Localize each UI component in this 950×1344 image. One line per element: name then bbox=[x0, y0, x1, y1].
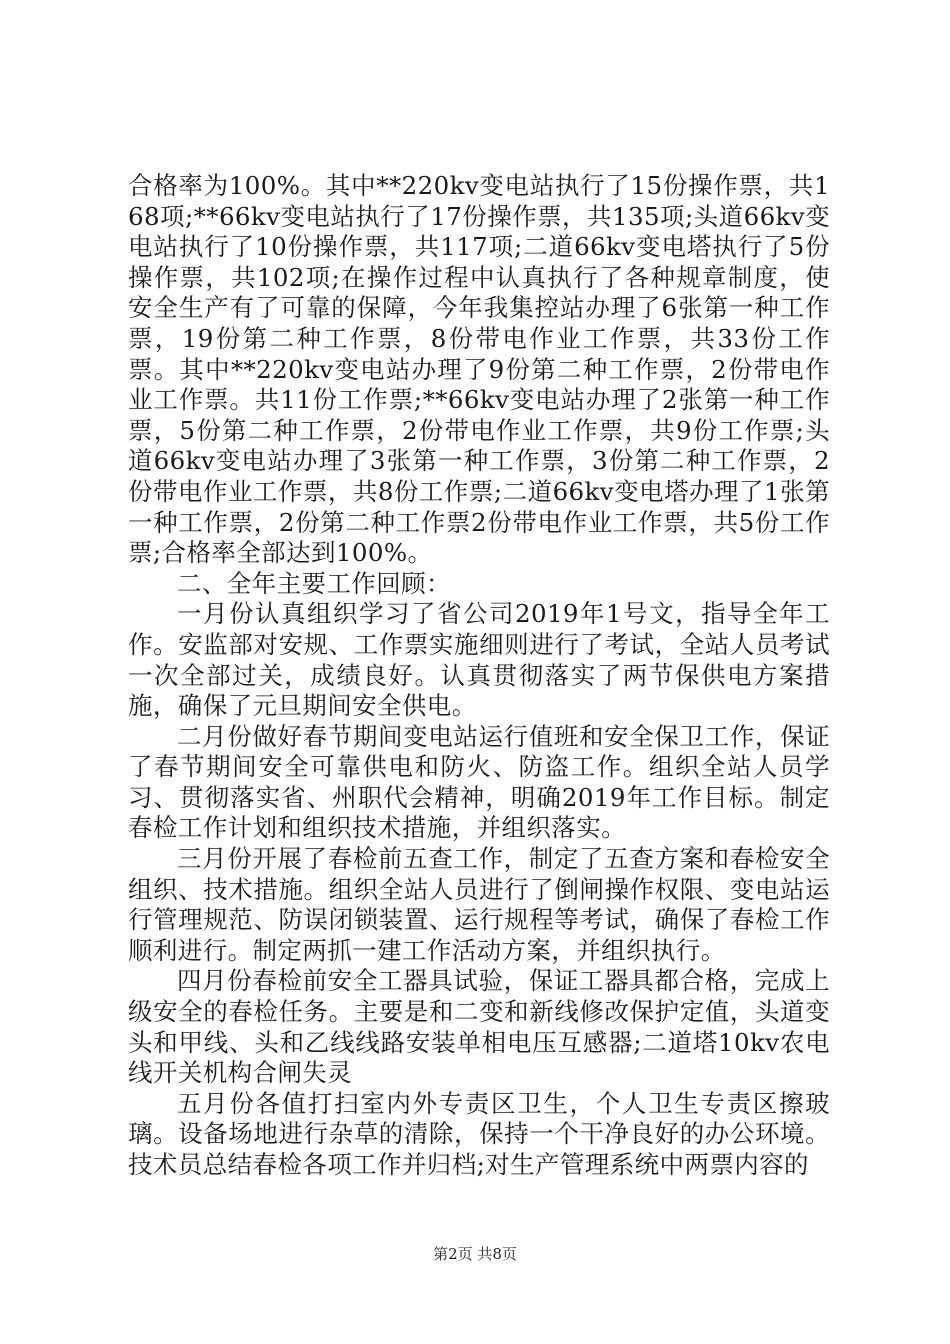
document-body bbox=[128, 171, 830, 1181]
paragraph-february: 二月份做好春节期间变电站运行值班和安全保卫工作，保证了春节期间安全可靠供电和防火、防盗工作。组织全站人员学习、贯彻落实省、州职代会精神，明确2019年工作目标。制定春检工作计划和组织技术措施，并组织落实。 bbox=[128, 721, 830, 843]
paragraph-march: 三月份开展了春检前五查工作，制定了五查方案和春检安全组织、技术措施。组织全站人员进行了倒闸操作权限、变电站运行管理规范、防误闭锁装置、运行规程等考试，确保了春检工作顺利进行。制定两抓一建工作活动方案，并组织执行。 bbox=[128, 844, 830, 965]
paragraph-ticket-statistics: 合格率为100%。其中**220kv变电站执行了15份操作票，共168项;**66kv变电站执行了17份操作票，共135项;头道66kv变电站执行了10份操作票，共117项;二道66kv变电塔执行了5份操作票，共102项;在操作过程中认真执行了各种规章制度，使安全生产有了可靠的保障，今年我集控站办理了6张第一种工作票，19份第二种工作票，8份带电作业工作票，共33份工作票。其中**220kv变电站办理了9份第二种工作票，2份带电作业工作票。共11份工作票;**66kv变电站办理了2张第一种工作票，5份第二种工作票，2份带电作业工作票，共9份工作票;头道66kv变电站办理了3张第一种工作票，3份第二种工作票，2份带电作业工作票，共8份工作票;二道66kv变电塔办理了1张第一种工作票，2份第二种工作票2份带电作业工作票，共5份工作票;合格率全部达到100%。 bbox=[128, 171, 830, 568]
paragraph-april: 四月份春检前安全工器具试验，保证工器具都合格，完成上级安全的春检任务。主要是和二变和新线修改保护定值，头道变头和甲线、头和乙线线路安装单相电压互感器;二道塔10kv农电线开关机构合闸失灵 bbox=[128, 966, 830, 1088]
paragraph-may: 五月份各值打扫室内外专责区卫生，个人卫生专责区擦玻璃。设备场地进行杂草的清除，保持一个干净良好的办公环境。技术员总结春检各项工作并归档;对生产管理系统中两票内容的 bbox=[128, 1088, 830, 1179]
page-footer-page-number: 第2页 共8页 bbox=[433, 1245, 517, 1263]
section-heading-annual-review: 二、全年主要工作回顾： bbox=[177, 568, 451, 598]
paragraph-january: 一月份认真组织学习了省公司2019年1号文，指导全年工作。安监部对安规、工作票实施细则进行了考试，全站人员考试一次全部过关，成绩良好。认真贯彻落实了两节保供电方案措施，确保了元旦期间安全供电。 bbox=[128, 599, 830, 721]
